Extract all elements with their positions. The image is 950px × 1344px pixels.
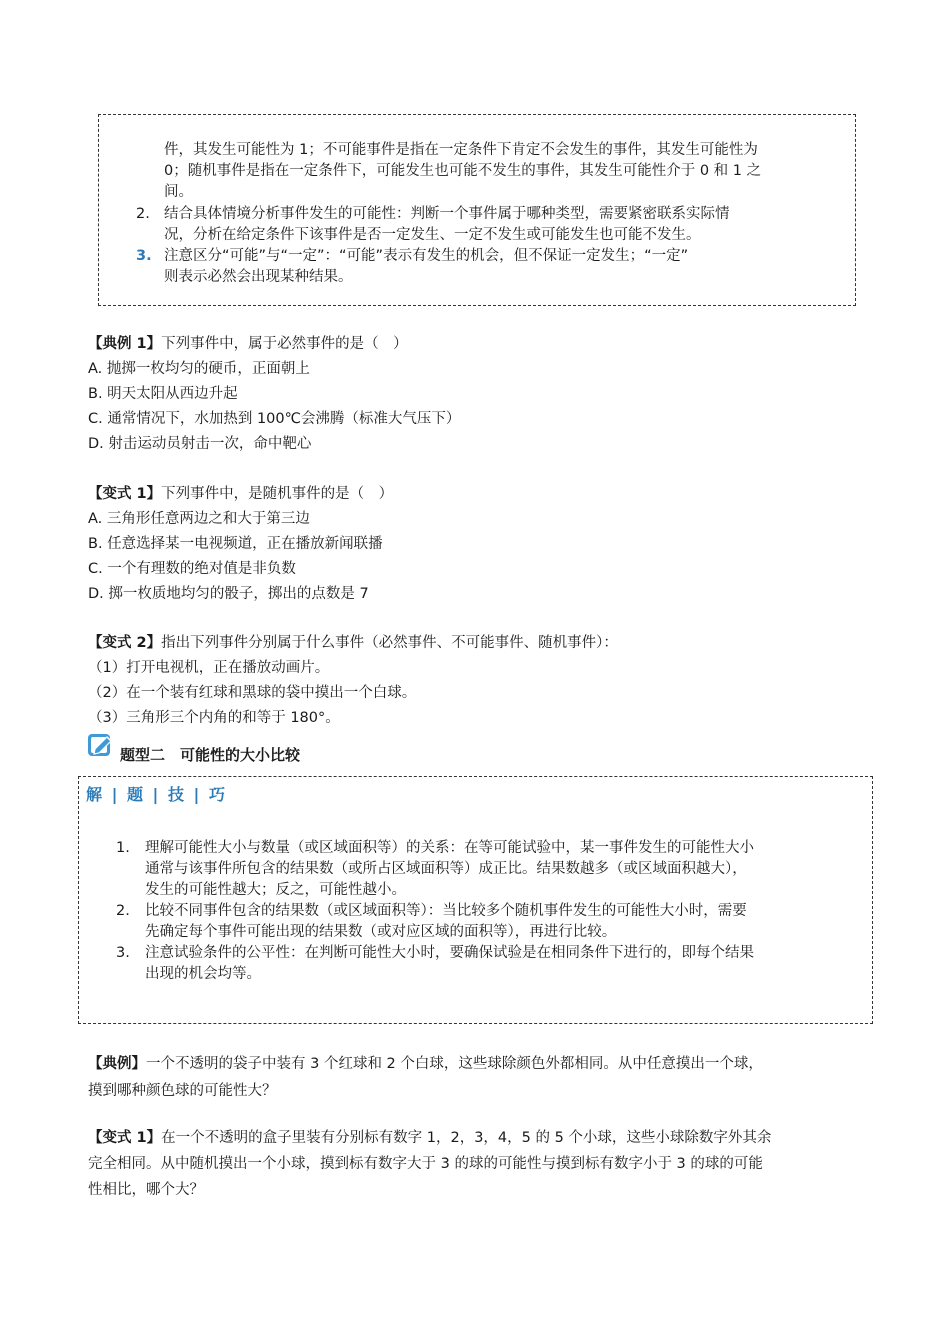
tips2-item1-num: 1. xyxy=(116,840,130,856)
variant2-text: 指出下列事件分别属于什么事件（必然事件、不可能事件、随机事件）： xyxy=(161,635,618,651)
example1-option-c: C. 通常情况下，水加热到 100℃会沸腾（标准大气压下） xyxy=(88,411,461,427)
example1-option-a: A. 抛掷一枚均匀的硬币，正面朝上 xyxy=(88,361,310,377)
tips1-item3-line2: 则表示必然会出现某种结果。 xyxy=(164,269,353,285)
tips2-item3-line1: 注意试验条件的公平性：在判断可能性大小时，要确保试验是在相同条件下进行的，即每个结果 xyxy=(145,945,754,961)
tips2-item3-num: 3. xyxy=(116,945,130,961)
tips1-item2-line1: 结合具体情境分析事件发生的可能性：判断一个事件属于哪种类型，需要紧密联系实际情 xyxy=(164,206,730,222)
example1-question xyxy=(88,334,408,354)
tips1-item3-line1: 注意区分“可能”与“一定”：“可能”表示有发生的机会，但不保证一定发生；“一定” xyxy=(164,248,689,264)
example2-tag: 【典例】 xyxy=(88,1056,146,1072)
tips2-item2-num: 2. xyxy=(116,903,130,919)
tips1-item1-line2: 0；随机事件是指在一定条件下，可能发生也可能不发生的事件，其发生可能性介于 0 和 1 之 xyxy=(164,163,762,179)
variant3-line2: 完全相同。从中随机摸出一个小球，摸到标有数字大于 3 的球的可能性与摸到标有数字小于 3 的球的可能 xyxy=(88,1156,763,1172)
example2-line1 xyxy=(88,1053,763,1075)
example1-tag: 【典例 1】 xyxy=(88,336,162,352)
variant1-option-a: A. 三角形任意两边之和大于第三边 xyxy=(88,511,310,527)
variant2-question xyxy=(88,633,618,653)
tips2-item3-line2: 出现的机会均等。 xyxy=(145,966,261,982)
tips-heading: 解 | 题 | 技 | 巧 xyxy=(86,785,227,804)
variant2-item-2: （2）在一个装有红球和黑球的袋中摸出一个白球。 xyxy=(88,685,417,701)
example1-option-b: B. 明天太阳从西边升起 xyxy=(88,386,238,402)
variant3-text-1: 在一个不透明的盒子里装有分别标有数字 1，2，3，4，5 的 5 个小球，这些小球除数字外其余 xyxy=(161,1130,772,1146)
variant1-question xyxy=(88,484,393,504)
tips2-item2-line1: 比较不同事件包含的结果数（或区域面积等）：当比较多个随机事件发生的可能性大小时，需要 xyxy=(145,903,747,919)
variant1-tag: 【变式 1】 xyxy=(88,486,162,502)
section2-title: 题型二 可能性的大小比较 xyxy=(120,746,301,764)
variant2-item-3: （3）三角形三个内角的和等于 180°。 xyxy=(88,710,340,726)
example1-option-d: D. 射击运动员射击一次，命中靶心 xyxy=(88,436,312,452)
tips1-item1-line1: 件，其发生可能性为 1；不可能事件是指在一定条件下肯定不会发生的事件，其发生可能性为 xyxy=(164,142,758,158)
tips1-item3-num: 3. xyxy=(136,248,152,264)
variant1-option-b: B. 任意选择某一电视频道，正在播放新闻联播 xyxy=(88,536,383,552)
tips1-item2-line2: 况，分析在给定条件下该事件是否一定发生、一定不发生或可能发生也可能不发生。 xyxy=(164,227,701,243)
variant3-line3: 性相比，哪个大？ xyxy=(88,1182,204,1198)
tips2-item2-line2: 先确定每个事件可能出现的结果数（或对应区域的面积等），再进行比较。 xyxy=(145,924,617,940)
tips1-item1-line3: 间。 xyxy=(164,184,193,200)
tips1-item2-num: 2. xyxy=(136,206,150,222)
example2-line2: 摸到哪种颜色球的可能性大？ xyxy=(88,1083,277,1099)
variant2-tag: 【变式 2】 xyxy=(88,635,162,651)
variant3-line1 xyxy=(88,1127,771,1149)
tips2-item1-line3: 发生的可能性越大；反之，可能性越小。 xyxy=(145,882,406,898)
variant2-item-1: （1）打开电视机，正在播放动画片。 xyxy=(88,660,330,676)
variant1-text: 下列事件中，是随机事件的是（ ） xyxy=(161,486,394,502)
pencil-note-icon xyxy=(86,730,116,760)
variant3-tag: 【变式 1】 xyxy=(88,1130,162,1146)
variant1-option-d: D. 掷一枚质地均匀的骰子，掷出的点数是 7 xyxy=(88,586,369,602)
tips2-item1-line2: 通常与该事件所包含的结果数（或所占区域面积等）成正比。结果数越多（或区域面积越大）， xyxy=(145,861,747,877)
variant1-option-c: C. 一个有理数的绝对值是非负数 xyxy=(88,561,296,577)
tips2-item1-line1: 理解可能性大小与数量（或区域面积等）的关系：在等可能试验中，某一事件发生的可能性大小 xyxy=(145,840,754,856)
example2-text-1: 一个不透明的袋子中装有 3 个红球和 2 个白球，这些球除颜色外都相同。从中任意摸出一个球， xyxy=(146,1056,763,1072)
example1-text: 下列事件中，属于必然事件的是（ ） xyxy=(161,336,408,352)
